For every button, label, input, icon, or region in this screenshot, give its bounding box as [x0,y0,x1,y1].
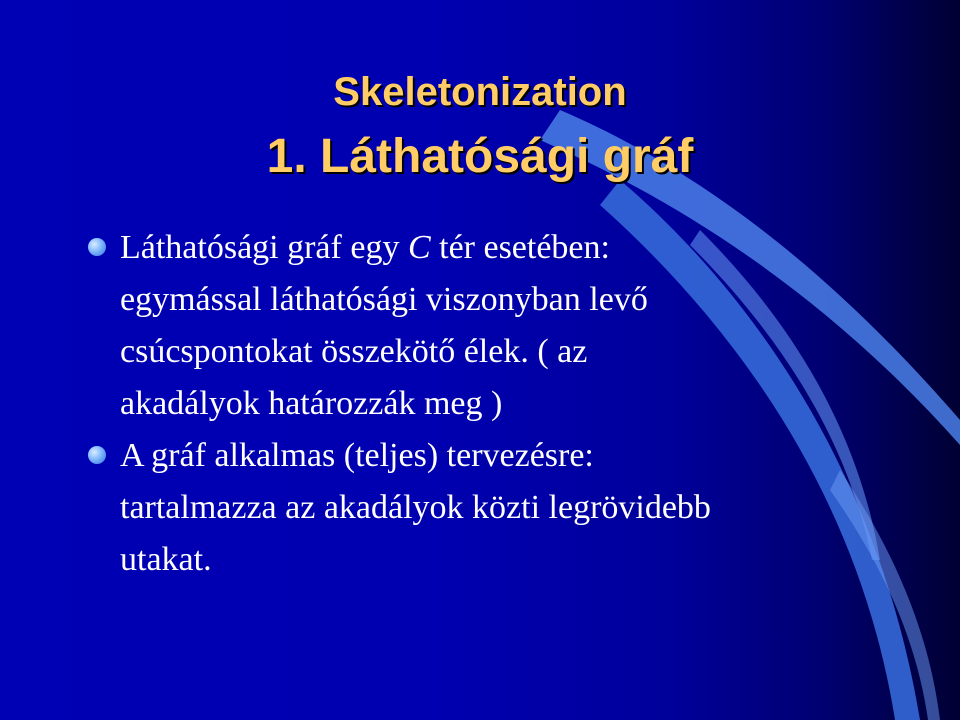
bullet-line: tartalmazza az akadályok közti legrövidebb [120,489,711,526]
bullet-text: tér esetében: [430,229,610,266]
slide-subtitle: 1. Láthatósági gráf [266,130,694,183]
slide-title: Skeletonization [333,70,627,114]
bullet-line: akadályok határozzák meg ) [120,385,503,422]
bullet-line: csúcspontokat összekötő élek. ( az [120,333,588,370]
bullet-line [120,222,878,274]
bullet-item-planning [88,430,878,586]
bullet-line: utakat. [120,541,212,578]
bullet-text-italic: C [407,229,431,266]
bullet-text: Láthatósági gráf egy [120,229,408,266]
bullet-list [88,222,878,586]
bullet-line: A gráf alkalmas (teljes) tervezésre: [120,437,594,474]
bullet-line: egymással láthatósági viszonyban levő [120,281,648,318]
bullet-dot-icon [88,238,106,256]
bullet-dot-icon [88,446,106,464]
bullet-item-visibility-graph [88,222,878,430]
